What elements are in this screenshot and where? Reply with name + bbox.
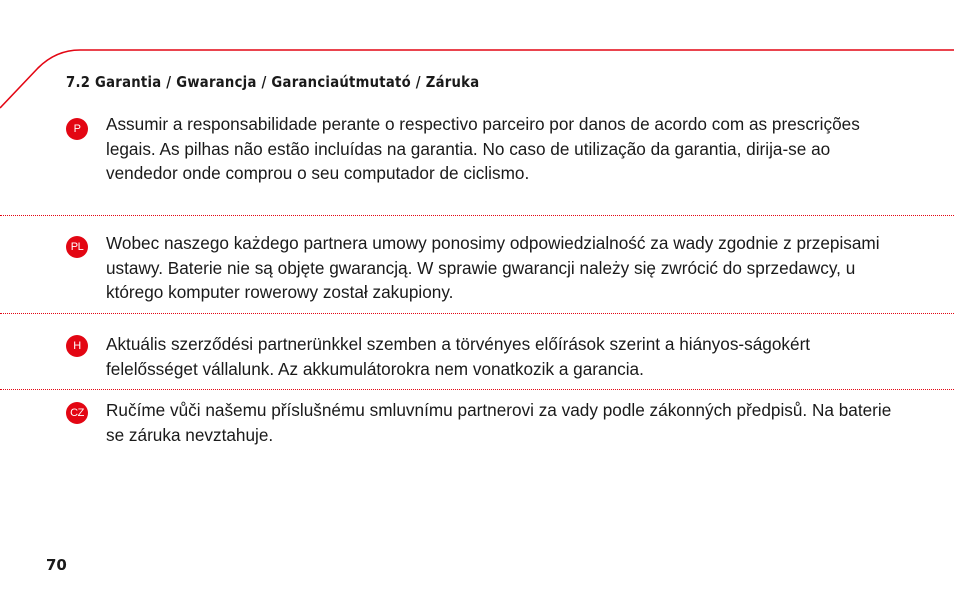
warranty-text-h: Aktuális szerződési partnerünkkel szemben a törvényes előírások szerint a hiányos-ságokért felelősséget vállalunk. Az akkumulátorokra nem vonatkozik a garancia. — [106, 334, 811, 379]
section-divider — [0, 215, 954, 216]
section-divider — [0, 389, 954, 390]
header-curve-line — [0, 0, 954, 120]
section-heading: 7.2 Garantia / Gwarancja / Garanciaútmutató / Záruka — [66, 73, 480, 91]
language-badge-h: H — [66, 335, 88, 357]
language-badge-pl: PL — [66, 236, 88, 258]
warranty-text-p: Assumir a responsabilidade perante o respectivo parceiro por danos de acordo com as prescrições legais. As pilhas não estão incluídas na garantia. No caso de utilização da garantia, dirija-se ao vendedor onde comprou o seu computador de ciclismo. — [106, 114, 860, 183]
page-number: 70 — [46, 556, 67, 574]
warranty-text-pl: Wobec naszego każdego partnera umowy ponosimy odpowiedzialność za wady zgodnie z przepisami ustawy. Baterie nie są objęte gwarancją. W sprawie gwarancji należy się zwrócić do sprzedawcy, u którego komputer rowerowy został zakupiony. — [106, 233, 880, 302]
language-badge-p: P — [66, 118, 88, 140]
language-badge-cz: CZ — [66, 402, 88, 424]
section-divider — [0, 313, 954, 314]
warranty-text-cz: Ručíme vůči našemu příslušnému smluvnímu partnerovi za vady podle zákonných předpisů. Na baterie se záruka nevztahuje. — [106, 400, 892, 445]
